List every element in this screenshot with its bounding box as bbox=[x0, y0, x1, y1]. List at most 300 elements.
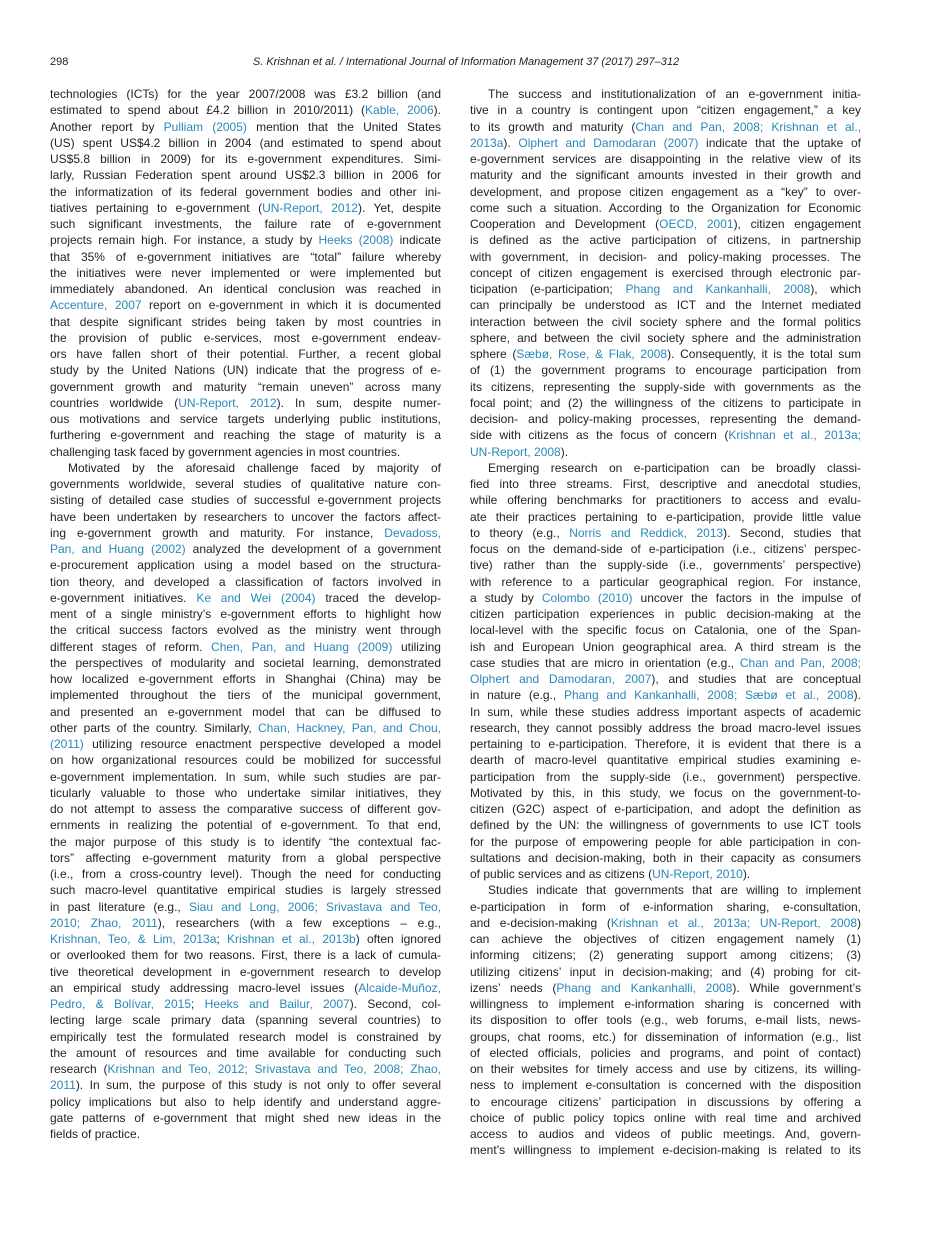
text-line bbox=[470, 866, 861, 882]
text-line bbox=[470, 135, 861, 151]
text-line bbox=[470, 151, 861, 167]
body-text: citizen (G2C) aspect of e-participation, and adopt the definition as bbox=[470, 802, 861, 816]
body-text: dearth of macro-level quantitative empirical studies examining e- bbox=[470, 753, 861, 768]
text-line bbox=[50, 509, 441, 525]
body-text: lecting large scale primary data (spanning several countries) to bbox=[50, 1013, 441, 1028]
text-line bbox=[470, 541, 861, 557]
body-text: to encourage citizens’ participation in discussions by offering a bbox=[470, 1094, 861, 1109]
text-line bbox=[470, 704, 861, 720]
citation-link[interactable]: Phang and Kankanhalli, 2008; Sæbø et al., 2008 bbox=[563, 688, 854, 703]
body-text: research ( bbox=[50, 1062, 108, 1076]
body-text: Cooperation and Development ( bbox=[470, 217, 660, 231]
body-text: sphere, and between the civil society sphere and the administration bbox=[470, 330, 861, 345]
text-line bbox=[470, 184, 861, 200]
body-text: ), and studies that are conceptual bbox=[651, 672, 861, 686]
body-text: willingness to implement e-information sharing is concerned with bbox=[470, 997, 861, 1011]
text-line bbox=[470, 671, 861, 687]
body-text: In sum, while these studies address important aspects of academic bbox=[470, 704, 861, 719]
citation-link[interactable]: Olphert and Damodaran (2007) bbox=[518, 135, 699, 150]
body-text: the perspectives of modularity and societal learning, demonstrated bbox=[50, 655, 441, 670]
text-line bbox=[50, 525, 441, 541]
text-line bbox=[50, 915, 441, 931]
text-line bbox=[470, 509, 861, 525]
citation-link[interactable]: Accenture, 2007 bbox=[50, 298, 142, 313]
text-line bbox=[50, 1061, 441, 1077]
body-text: the amount of resources and time available for conducting such bbox=[50, 1045, 441, 1060]
body-text: ), citizen engagement bbox=[733, 217, 861, 231]
text-line bbox=[50, 232, 441, 248]
body-text: indicate that the uptake of bbox=[698, 135, 861, 150]
body-text: ). bbox=[503, 135, 519, 150]
text-line bbox=[50, 980, 441, 996]
body-text: how localized e-government efforts in Shanghai (China) may be bbox=[50, 672, 441, 686]
text-line bbox=[50, 687, 441, 703]
body-text: of elected officials, policies and programs, and point of contact) bbox=[470, 1045, 861, 1060]
text-line bbox=[50, 362, 441, 378]
body-text: fied into three streams. First, descriptive and anecdotal studies, bbox=[470, 477, 861, 491]
text-line bbox=[50, 720, 441, 736]
right-column bbox=[470, 86, 861, 1159]
text-line bbox=[470, 460, 861, 476]
body-text: ), which bbox=[810, 282, 862, 296]
body-text: an empirical study addressing macro-level issues ( bbox=[50, 980, 359, 995]
text-line bbox=[470, 1110, 861, 1126]
body-text: challenging task faced by government agencies in most countries. bbox=[50, 444, 401, 459]
text-line bbox=[470, 102, 861, 118]
body-text: ernments in realizing the potential of e-government. To that end, bbox=[50, 818, 441, 833]
body-text: (i.e., from a cross-country level). Though the need for conducting bbox=[50, 867, 441, 881]
text-line bbox=[470, 232, 861, 248]
body-text: izens’ needs ( bbox=[470, 980, 557, 995]
text-line bbox=[470, 525, 861, 541]
text-line bbox=[470, 411, 861, 427]
body-text: informing citizens; (2) generating support among citizens; (3) bbox=[470, 948, 861, 963]
body-text: is defined as the active participation of citizens, in partnership bbox=[470, 233, 861, 248]
body-text: utilizing citizens’ input in decision-making; and (4) probing for cit- bbox=[470, 964, 861, 979]
text-line bbox=[470, 476, 861, 492]
body-text: government growth and maturity “remain uneven” across many bbox=[50, 379, 441, 394]
body-text: concept of citizen engagement is exercised through electronic par- bbox=[470, 265, 861, 280]
citation-link[interactable]: Heeks (2008) bbox=[318, 233, 394, 248]
citation-link[interactable]: Pan, and Huang (2002) bbox=[50, 542, 186, 556]
citation-link[interactable]: (2011) bbox=[50, 737, 84, 751]
text-line bbox=[50, 411, 441, 427]
citation-link[interactable]: Krishnan et al., 2013a; bbox=[728, 428, 861, 443]
citation-link[interactable]: UN-Report, 2008 bbox=[470, 444, 561, 459]
text-line bbox=[50, 639, 441, 655]
citation-link[interactable]: UN-Report, 2010 bbox=[652, 867, 743, 881]
body-text: choice of public policy topics online with real time and archived bbox=[470, 1110, 861, 1125]
text-line bbox=[470, 817, 861, 833]
body-text: the major purpose of this study is to identify “the contextual fac- bbox=[50, 834, 441, 849]
text-line bbox=[50, 119, 441, 135]
body-text: in nature (e.g., bbox=[470, 688, 564, 703]
body-text: that 35% of e-government initiatives are “total” failure whereby bbox=[50, 249, 441, 264]
citation-link[interactable]: Kable, 2006 bbox=[365, 103, 434, 118]
text-line bbox=[470, 801, 861, 817]
page-number: 298 bbox=[50, 56, 69, 68]
body-text: traced the develop- bbox=[315, 590, 441, 605]
body-text: Motivated by the aforesaid challenge faced by majority of bbox=[68, 460, 441, 475]
text-line bbox=[50, 931, 441, 947]
text-line bbox=[50, 460, 441, 476]
text-line bbox=[50, 395, 441, 411]
body-text: ment’s willingness to implement e-decision-making is related to its bbox=[470, 1143, 861, 1158]
citation-link[interactable]: Olphert and Damodaran, 2007 bbox=[470, 672, 652, 686]
citation-link[interactable]: Krishnan, Teo, & Lim, 2013a bbox=[50, 932, 217, 946]
text-line bbox=[50, 281, 441, 297]
body-text: with reference to a particular geographical region. For instance, bbox=[470, 574, 861, 589]
text-line bbox=[50, 216, 441, 232]
body-text: fields of practice. bbox=[50, 1127, 141, 1141]
citation-link[interactable]: Krishnan et al., 2013b bbox=[227, 932, 356, 946]
body-text: a study by bbox=[470, 590, 542, 605]
body-text: ). Second, col- bbox=[349, 997, 442, 1011]
text-line bbox=[470, 216, 861, 232]
body-text: with government, in decision- and policy-making processes. The bbox=[470, 249, 861, 264]
text-line bbox=[470, 769, 861, 785]
body-text: policy implications but also to help identify and understand aggre- bbox=[50, 1094, 441, 1109]
text-line bbox=[470, 1061, 861, 1077]
text-line bbox=[50, 606, 441, 622]
body-text: ). Yet, despite bbox=[357, 200, 441, 215]
body-text: empirically test the formulated research model is constrained by bbox=[50, 1029, 441, 1044]
text-line bbox=[470, 687, 861, 703]
text-line bbox=[50, 947, 441, 963]
text-line bbox=[470, 86, 861, 102]
body-text: development, and propose citizen engagement as a “key” to over- bbox=[470, 184, 861, 199]
body-text: sphere ( bbox=[470, 347, 517, 361]
body-text: on how organizational resources could be mobilized for successful bbox=[50, 753, 441, 768]
text-line bbox=[470, 281, 861, 297]
text-line bbox=[50, 541, 441, 557]
citation-link[interactable]: UN-Report, 2012 bbox=[178, 395, 277, 410]
body-text: ors have fallen short of their potential. Further, a recent global bbox=[50, 347, 441, 361]
body-text: the provision of public e-services, most e-government endeav- bbox=[50, 330, 441, 345]
body-text: sisting of detailed case studies of successful e-government projects bbox=[50, 493, 441, 508]
text-line bbox=[470, 427, 861, 443]
text-line bbox=[50, 622, 441, 638]
body-text: sultations and decision-making, both in their capacity as consumers bbox=[470, 850, 861, 865]
text-line bbox=[50, 574, 441, 590]
text-line bbox=[50, 1094, 441, 1110]
text-line bbox=[50, 1110, 441, 1126]
text-line bbox=[470, 314, 861, 330]
text-line bbox=[50, 444, 441, 460]
body-text: and e-decision-making ( bbox=[470, 915, 611, 930]
text-line bbox=[50, 557, 441, 573]
citation-link[interactable]: Chan and Pan, 2008; Krishnan et al., bbox=[635, 119, 861, 134]
body-text: governments worldwide, several studies of qualitative nature con- bbox=[50, 477, 441, 491]
text-line bbox=[470, 655, 861, 671]
body-text: utilizing bbox=[392, 639, 441, 654]
text-line bbox=[470, 899, 861, 915]
body-text: defined by the UN: the willingness of governments to use ICT tools bbox=[470, 818, 861, 833]
text-line bbox=[50, 314, 441, 330]
text-line bbox=[470, 850, 861, 866]
body-text: ). bbox=[742, 867, 751, 881]
body-text: of public services and as citizens ( bbox=[470, 867, 653, 881]
body-text: tive in a country is contingent upon “citizen engagement,” a key bbox=[470, 103, 861, 118]
body-text: tive theoretical development in e-government research to develop bbox=[50, 964, 441, 979]
body-text: immediately abandoned. An identical conclusion was reached in bbox=[50, 282, 441, 296]
body-text: ). bbox=[853, 688, 861, 703]
text-line bbox=[50, 1029, 441, 1045]
body-text: that despite significant strides being taken by most countries in bbox=[50, 314, 441, 329]
body-text: e-government implementation. In sum, while such studies are par- bbox=[50, 769, 441, 784]
citation-link[interactable]: UN-Report, 2012 bbox=[262, 200, 358, 215]
body-text: estimated to spend about £4.2 billion in 2010/2011) ( bbox=[50, 103, 366, 118]
paragraph bbox=[470, 882, 861, 1158]
text-line bbox=[50, 1077, 441, 1093]
body-text: ). Second, studies that bbox=[723, 525, 862, 540]
text-line bbox=[470, 1077, 861, 1093]
body-text: technologies (ICTs) for the year 2007/2008 was £3.2 billion (and bbox=[50, 87, 441, 101]
text-line bbox=[470, 167, 861, 183]
text-line bbox=[50, 590, 441, 606]
body-text: projects remain high. For instance, a study by bbox=[50, 233, 319, 248]
text-line bbox=[470, 1029, 861, 1045]
body-text: focus on the demand-side of e-participation (i.e., citizens’ perspec- bbox=[470, 542, 861, 556]
text-line bbox=[470, 915, 861, 931]
body-text: countries worldwide ( bbox=[50, 395, 179, 410]
text-line bbox=[50, 330, 441, 346]
body-text: e-government initiatives. bbox=[50, 590, 197, 605]
text-line bbox=[50, 135, 441, 151]
body-text: e-procurement application using a model based on the structura- bbox=[50, 558, 441, 573]
text-line bbox=[50, 671, 441, 687]
body-text: study by the United Nations (UN) indicate that the progress of e- bbox=[50, 363, 441, 378]
text-line bbox=[470, 834, 861, 850]
citation-link[interactable]: Krishnan and Teo, 2012; Srivastava and Teo, 2008; Zhao, bbox=[107, 1062, 441, 1076]
body-text: groups, chat rooms, etc.) for dissemination of information (e.g., list bbox=[470, 1029, 861, 1044]
text-line bbox=[50, 492, 441, 508]
text-line bbox=[470, 444, 861, 460]
body-text: ate their practices pertaining to e-participation, provide little value bbox=[470, 509, 861, 524]
citation-link[interactable]: Heeks and Bailur, 2007 bbox=[204, 997, 350, 1011]
body-text: different stages of reform. bbox=[50, 639, 212, 654]
body-text: its citizens, representing the supply-side with governments as the bbox=[470, 379, 861, 394]
citation-link[interactable]: OECD, 2001 bbox=[659, 217, 734, 231]
citation-link[interactable]: Phang and Kankanhalli, 2008 bbox=[625, 282, 811, 296]
body-text: ). Consequently, it is the total sum bbox=[667, 347, 861, 361]
text-line bbox=[470, 492, 861, 508]
body-text: the initiatives were never implemented or were implemented but bbox=[50, 265, 441, 280]
text-line bbox=[50, 265, 441, 281]
body-text: have been undertaken by researchers to uncover the factors affect- bbox=[50, 509, 441, 524]
text-line bbox=[50, 817, 441, 833]
citation-link[interactable]: 2013a bbox=[470, 135, 504, 150]
body-text: side with citizens as the focus of concern ( bbox=[470, 428, 729, 443]
text-line bbox=[50, 882, 441, 898]
text-line bbox=[50, 297, 441, 313]
body-text: US$5.8 billion in 2009) for its e-government expenditures. Simi- bbox=[50, 152, 441, 166]
citation-link[interactable]: Ke and Wei (2004) bbox=[196, 590, 316, 605]
body-text: such significant investments, the failure rate of e-government bbox=[50, 217, 441, 231]
citation-link[interactable]: 2011 bbox=[50, 1078, 76, 1093]
text-line bbox=[50, 834, 441, 850]
body-text: The success and institutionalization of an e-government initia- bbox=[488, 87, 861, 101]
body-text: in past literature (e.g., bbox=[50, 899, 189, 914]
text-line bbox=[470, 1142, 861, 1158]
body-text: ; bbox=[191, 997, 205, 1011]
body-text: ) often ignored bbox=[355, 932, 442, 946]
text-line bbox=[470, 330, 861, 346]
text-line bbox=[50, 102, 441, 118]
text-line bbox=[470, 200, 861, 216]
text-line bbox=[470, 720, 861, 736]
text-line bbox=[470, 639, 861, 655]
text-line bbox=[50, 655, 441, 671]
body-text: ) bbox=[857, 915, 862, 930]
body-text: maturity and the significant amounts invested in their growth and bbox=[470, 168, 861, 183]
text-line bbox=[50, 899, 441, 915]
text-line bbox=[50, 964, 441, 980]
text-line bbox=[50, 476, 441, 492]
text-line bbox=[50, 379, 441, 395]
text-line bbox=[470, 297, 861, 313]
body-text: indicate bbox=[393, 233, 441, 248]
text-line bbox=[50, 752, 441, 768]
body-text: ticularly valuable to those who undertake similar initiatives, they bbox=[50, 785, 441, 800]
citation-link[interactable]: Chan, Hackney, Pan, and Chou, bbox=[258, 720, 442, 735]
body-text: pertaining to e-participation. Therefore, it is evident that there is a bbox=[470, 737, 861, 751]
body-text: local-level with the specific focus on Catalonia, one of the Span- bbox=[470, 623, 861, 638]
text-line bbox=[50, 866, 441, 882]
text-line bbox=[470, 574, 861, 590]
body-text: tion theory, and developed a classification of factors involved in bbox=[50, 574, 441, 589]
body-text: its disposition to offer tools (e.g., web forums, e-mail lists, news- bbox=[470, 1013, 861, 1028]
citation-link[interactable]: Colombo (2010) bbox=[541, 590, 633, 605]
body-text: do not attempt to assess the comparative success of different gov- bbox=[50, 802, 441, 816]
text-line bbox=[470, 379, 861, 395]
body-text: decision- and policy-making processes, representing the demand- bbox=[470, 412, 861, 426]
text-line bbox=[50, 249, 441, 265]
body-text: the informatization of its federal government bodies and other ini- bbox=[50, 184, 441, 199]
body-text: or overlooked them for two reasons. First, there is a lack of cumula- bbox=[50, 948, 441, 963]
citation-link[interactable]: 2010; Zhao, 2011 bbox=[50, 915, 158, 930]
running-head: S. Krishnan et al. / International Journal of Information Management 37 (2017) 297–312 bbox=[252, 56, 680, 68]
citation-link[interactable]: Chen, Pan, and Huang (2009) bbox=[211, 639, 393, 654]
text-line bbox=[470, 265, 861, 281]
body-text: ), researchers (with a few exceptions – e.g., bbox=[157, 915, 442, 930]
body-text: the critical success factors evolved as the ministry went through bbox=[50, 623, 441, 638]
text-line bbox=[470, 1126, 861, 1142]
body-text: other parts of the country. Similarly, bbox=[50, 720, 258, 735]
text-line bbox=[470, 622, 861, 638]
text-line bbox=[470, 964, 861, 980]
body-text: ish and European Union geographical area. A third stream is the bbox=[470, 639, 861, 654]
body-text: case studies that are micro in orientation (e.g., bbox=[470, 655, 740, 670]
left-column bbox=[50, 86, 441, 1142]
body-text: furthering e-government and reaching the stage of maturity is a bbox=[50, 428, 441, 443]
text-line bbox=[50, 184, 441, 200]
text-line bbox=[50, 704, 441, 720]
citation-link[interactable]: Chan and Pan, 2008; bbox=[739, 655, 861, 670]
text-line bbox=[470, 590, 861, 606]
body-text: come such a situation. According to the Organization for Economic bbox=[470, 200, 861, 215]
body-text: ment of a single ministry’s e-government efforts to highlight how bbox=[50, 607, 441, 621]
body-text: can principally be understood as ICT and the Internet mediated bbox=[470, 298, 861, 313]
text-line bbox=[470, 980, 861, 996]
text-line bbox=[470, 882, 861, 898]
body-text: e-participation in form of e-information sharing, e-consultation, bbox=[470, 899, 861, 914]
text-line bbox=[470, 249, 861, 265]
body-text: report on e-government in which it is documented bbox=[141, 298, 441, 313]
citation-link[interactable]: Krishnan et al., 2013a; UN-Report, 2008 bbox=[610, 915, 858, 930]
body-text: while offering benchmarks for practitioners to access and evalu- bbox=[470, 493, 861, 508]
text-line bbox=[50, 769, 441, 785]
body-text: tiatives pertaining to e-government ( bbox=[50, 200, 263, 215]
body-text: ). In sum, despite numer- bbox=[276, 395, 441, 410]
body-text: ing e-government growth and maturity. For instance, bbox=[50, 525, 385, 540]
body-text: to theory (e.g., bbox=[470, 525, 570, 540]
body-text: ous motivations and service targets underlying public institutions, bbox=[50, 412, 441, 426]
text-line bbox=[50, 736, 441, 752]
text-line bbox=[470, 996, 861, 1012]
citation-link[interactable]: Devadoss, bbox=[384, 525, 441, 540]
body-text: mention that the United States bbox=[246, 119, 441, 134]
citation-link[interactable]: Sæbø, Rose, & Flak, 2008 bbox=[516, 347, 668, 361]
citation-link[interactable]: Norris and Reddick, 2013 bbox=[569, 525, 724, 540]
citation-link[interactable]: Alcaide-Muñoz, bbox=[358, 980, 441, 995]
body-text: participation from the supply-side (i.e., government) perspective. bbox=[470, 769, 861, 784]
text-line bbox=[470, 362, 861, 378]
text-line bbox=[50, 1126, 441, 1142]
text-line bbox=[50, 200, 441, 216]
paragraph bbox=[470, 86, 861, 460]
body-text: ). bbox=[560, 444, 569, 459]
text-line bbox=[50, 86, 441, 102]
text-line bbox=[50, 167, 441, 183]
text-line bbox=[470, 1094, 861, 1110]
citation-link[interactable]: Pedro, & Bolívar, 2015 bbox=[50, 997, 192, 1011]
text-line bbox=[470, 557, 861, 573]
citation-link[interactable]: Siau and Long, 2006; Srivastava and Teo, bbox=[189, 899, 442, 914]
body-text: of (1) the government programs to encourage participation from bbox=[470, 363, 861, 378]
body-text: such macro-level quantitative empirical studies is largely stressed bbox=[50, 883, 441, 898]
paragraph bbox=[50, 86, 441, 460]
body-text: ). bbox=[433, 103, 441, 118]
body-text: to its growth and maturity ( bbox=[470, 119, 636, 134]
body-text: larly, Russian Federation spent around US$2.3 billion in 2006 for bbox=[50, 168, 441, 183]
body-text: gate patterns of e-government that might shed new ideas in the bbox=[50, 1110, 441, 1125]
body-text: research, they cannot possibly address the broad macro-level issues bbox=[470, 720, 861, 735]
text-line bbox=[50, 151, 441, 167]
text-line bbox=[50, 346, 441, 362]
text-line bbox=[470, 736, 861, 752]
body-text: Motivated by this, in this study, we focus on the government-to- bbox=[470, 785, 861, 800]
text-line bbox=[470, 752, 861, 768]
text-line bbox=[470, 947, 861, 963]
citation-link[interactable]: Pulliam (2005) bbox=[163, 119, 247, 134]
body-text: ness to implement e-consultation is concerned with the disposition bbox=[470, 1078, 861, 1093]
body-text: (US) spent US$4.2 billion in 2004 (and estimated to spend about bbox=[50, 135, 441, 150]
text-line bbox=[470, 1045, 861, 1061]
text-line bbox=[470, 785, 861, 801]
text-line bbox=[50, 785, 441, 801]
body-text: Emerging research on e-participation can be broadly classi- bbox=[488, 460, 861, 475]
paragraph bbox=[470, 460, 861, 883]
body-text: interaction between the civil society sphere and the formal politics bbox=[470, 314, 861, 329]
body-text: focal point; and (2) the willingness of the citizens to participate in bbox=[470, 395, 861, 410]
body-text: ; bbox=[216, 932, 228, 946]
text-line bbox=[470, 1012, 861, 1028]
text-line bbox=[470, 606, 861, 622]
citation-link[interactable]: Phang and Kankanhalli, 2008 bbox=[556, 980, 733, 995]
body-text: ). While government’s bbox=[732, 980, 862, 995]
body-text: for the purpose of empowering people for able participation in con- bbox=[470, 834, 861, 849]
